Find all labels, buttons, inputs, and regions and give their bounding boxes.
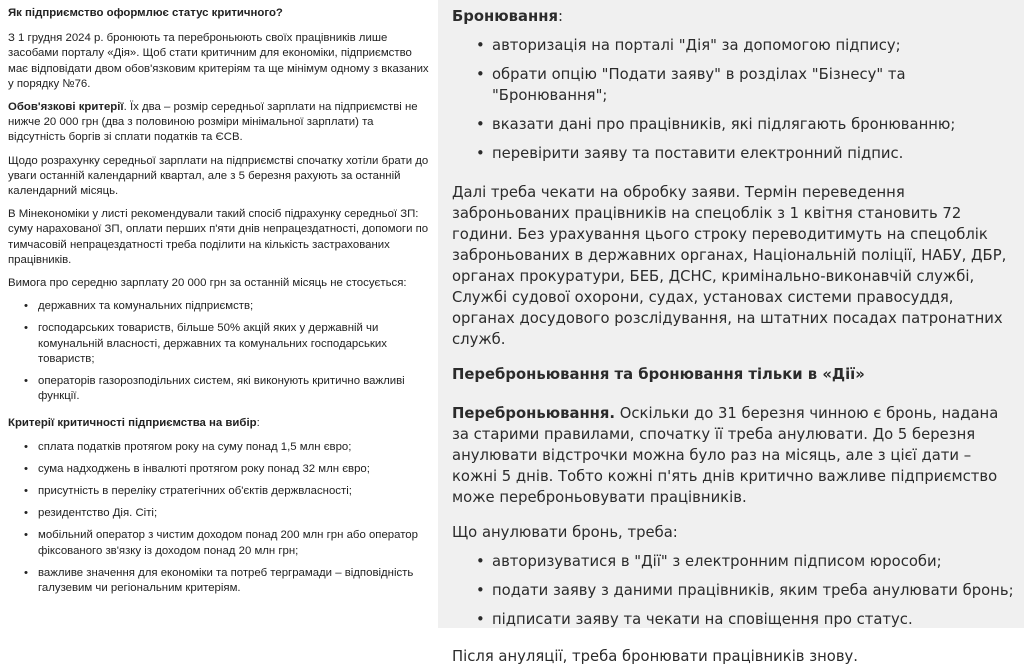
booking-steps-list [452,35,1016,164]
list-item: • сума надходжень в інвалюті протягом року понад 32 млн євро; [8,462,432,477]
bullet: • [476,611,485,628]
bullet: • [24,529,28,542]
bullet: • [24,322,28,335]
bullet: • [476,553,485,570]
bullet: • [24,462,28,475]
paragraph-salary-calc: Щодо розрахунку середньої зарплати на підприємстві спочатку хотіли брати до уваги останній календарний квартал, але з 5 березня рахують за останній календарний місяць. [8,154,429,198]
list-item: • сплата податків протягом року на суму понад 1,5 млн євро; [8,440,432,455]
bullet: • [24,485,28,498]
paragraph-rebooking: Переброньювання. Оскільки до 31 березня чинною є бронь, надана за старими правилами, спочатку її треба анулювати. До 5 березня анулювати відстрочки можна було раз на місяць, але з цієї дати – кожні 5 днів. Тобто кожні п'ять днів критично важливе підприємство може переброньовувати працівників. [452,405,999,506]
paragraph-ministry-letter: В Мінекономіки у листі рекомендували такий спосіб підрахунку середньої ЗП: суму нарахованої ЗП, оплати перших п'яти днів непрацездатності, допомоги по тимчасовій непрацездатності треба поділити на кількість застрахованих працівників. [8,208,429,266]
paragraph-mandatory-criteria [8,100,432,146]
list-item: • господарських товариств, більше 50% акцій яких у державній чи комунальній власності, державних та комунальних господарських товариств; [24,322,387,365]
bullet: • [476,116,485,133]
list-item: • авторизуватися в "Дії" з електронним підписом юрособи; [476,553,942,570]
list-item: • вказати дані про працівників, які підлягають бронюванню; [476,116,956,133]
bullet: • [24,566,28,579]
bullet: • [476,582,485,599]
criteria-heading: Критерії критичності підприємства на вибір: [8,417,260,430]
criteria-list [8,440,432,597]
section-heading-rebooking: Переброньювання та бронювання тільки в «Дії» [452,366,865,383]
right-article-column [438,0,1024,665]
bullet: • [476,37,485,54]
list-item: • підписати заяву та чекати на сповіщення про статус. [476,611,913,628]
booking-heading: Бронювання: [452,8,563,25]
exemptions-list [8,299,432,404]
bullet: • [24,440,28,453]
list-item: • державних та комунальних підприємств; [8,299,432,314]
left-article-column [0,0,438,628]
bullet: • [476,145,485,162]
paragraph-processing: Далі треба чекати на обробку заяви. Термін переведення заброньованих працівників на спецоблік з 1 квітня становить 72 години. Без урахування цього строку переводитимуть на спецоблік заброньованих в державних органах, Національній поліції, НАБУ, ДБР, органах прокуратури, БЕБ, ДСНС, кримінально-виконавчій службі, Службі судової охорони, судах, установах системи правосуддя, органах досудового розслідування, на штатних посадах патронатних служб. [452,184,1007,348]
list-item: • подати заяву з даними працівників, яким треба анулювати бронь; [476,582,1014,599]
paragraph-annul-intro: Що анулювати бронь, треба: [452,524,678,541]
list-item: • перевірити заяву та поставити електронний підпис. [476,145,904,162]
list-item: • авторизація на порталі "Дія" за допомогою підпису; [476,37,901,54]
list-item: • обрати опцію "Подати заяву" в розділах "Бізнесу" та "Бронювання"; [476,66,906,104]
annul-steps-list [452,551,1016,630]
list-item: • присутність в переліку стратегічних об'єктів держвласності; [8,484,432,499]
list-item: • важливе значення для економіки та потреб терграмади – відповідність галузевим чи регіональним критеріям. [24,566,414,595]
list-item: • резидентство Дія. Сіті; [8,506,432,521]
list-item: • операторів газорозподільних систем, які виконують критично важливі функції. [24,375,405,403]
paragraph-exemptions-intro: Вимога про середню зарплату 20 000 грн за останній місяць не стосується: [8,277,407,290]
list-item: • мобільний оператор з чистим доходом понад 200 млн грн або оператор фіксованого зв'язку із доходом понад 20 млн грн; [24,529,418,557]
question-heading: Як підприємство оформлює статус критичного? [8,7,283,19]
bullet: • [476,66,485,83]
paragraph-intro: З 1 грудня 2024 р. бронюють та переброньюють своїх працівників лише засобами порталу «Дія». Щоб стати критичним для економіки, підприємство має відповідати двом обов'язковим критеріям та ще мінімум одному з вказаних у порядку №76. [8,32,429,90]
bullet: • [24,300,28,313]
bullet: • [24,507,28,520]
paragraph-after-annul: Після ануляції, треба бронювати працівників знову. [452,648,859,665]
mandatory-criteria-label: Обов'язкові критерії [8,101,124,114]
bullet: • [24,375,28,388]
mandatory-criteria-text: . Їх два – розмір середньої зарплати на підприємстві не нижче 20 000 грн (два з половиною розміри мінімальної зарплати) та відсутність боргів зі сплати податків та ЄСВ. [8,101,418,144]
